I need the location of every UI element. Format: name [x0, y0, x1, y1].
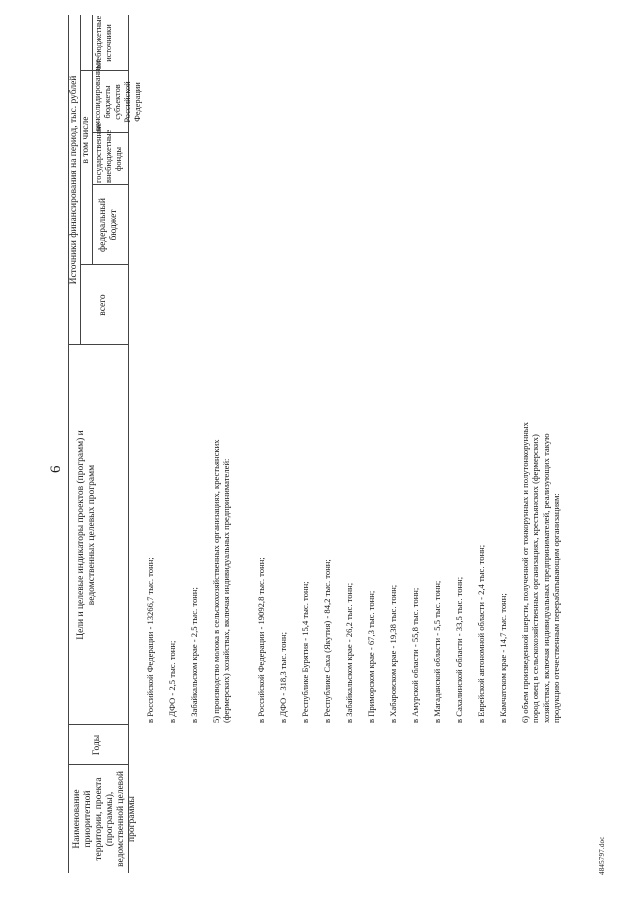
indicator-line: в Российской Федерации - 13266,7 тыс. тонн;	[145, 557, 155, 723]
header-goals: Цели и целевые индикаторы проектов (программ) и ведомственных целевых программ	[76, 430, 97, 640]
indicator-line: в Республике Бурятия - 15,4 тыс. тонн;	[300, 581, 310, 723]
indicator-line: в Забайкальском крае - 2,5 тыс. тонн;	[189, 587, 199, 723]
column-divider	[68, 764, 128, 765]
indicator-line: в Амурской области - 55,8 тыс. тонн;	[410, 587, 420, 723]
indicator-line: в Республике Саха (Якутия) - 84,2 тыс. тонн;	[322, 559, 332, 723]
indicator-line: в Магаданской области - 5,5 тыс. тонн;	[432, 580, 442, 723]
header-total: всего	[98, 294, 108, 316]
indicator-line: в ДФО - 2,5 тыс. тонн;	[167, 640, 177, 723]
indicator-line: в Российской Федерации - 19092,8 тыс. тонн;	[256, 557, 266, 723]
indicator-line: в ДФО - 318,3 тыс. тонн;	[278, 632, 288, 723]
including-divider	[92, 15, 93, 265]
page-number: 6	[48, 465, 64, 473]
column-divider	[92, 184, 128, 185]
indicator-line: в Камчатском крае - 14,7 тыс. тонн;	[498, 593, 508, 723]
indicator-line: 6) объем произведенной шерсти, полученной от тонкорунных и полутонкорунных пород овец в сельскохозяйственных организациях, крестьянских (фермерских) хозяйствах, включая индивидуальных предпринимателей, реализующих такую продукцию отечественным перерабатывающим организациям:	[520, 422, 562, 723]
header-including: в том числе	[81, 116, 91, 164]
indicator-line: в Приморском крае - 67,3 тыс. тонн;	[366, 590, 376, 723]
indicator-line: в Еврейской автономной области - 2,4 тыс. тонн;	[476, 544, 486, 723]
indicator-line: в Сахалинской области - 33,5 тыс. тонн;	[454, 576, 464, 723]
header-extrabudget: внебюджетные источники	[94, 15, 113, 69]
indicator-line: в Хабаровском крае - 19,38 тыс. тонн;	[388, 584, 398, 723]
document-reference: 4845797.doc	[598, 836, 606, 875]
header-state-funds: государственные внебюджетные фонды	[94, 122, 123, 183]
header-federal: федеральный бюджет	[98, 198, 119, 252]
header-sources: Источники финансирования на период, тыс. рублей	[69, 75, 79, 285]
header-bottom-border	[128, 15, 129, 873]
column-divider	[68, 724, 128, 725]
header-consolidated: консолидированные бюджеты субъектов Российской Федерации	[93, 59, 142, 131]
indicator-line: 5) производство молока в сельскохозяйственных организациях, крестьянских (фермерских) хозяйствах, включая индивидуальных предпринимателей:	[211, 439, 232, 723]
indicator-line: в Забайкальском крае - 26,2 тыс. тонн;	[344, 582, 354, 723]
header-name: Наименование приоритетной территории, проекта (программы), ведомственной целевой программы	[72, 771, 137, 867]
header-years: Годы	[92, 734, 102, 756]
